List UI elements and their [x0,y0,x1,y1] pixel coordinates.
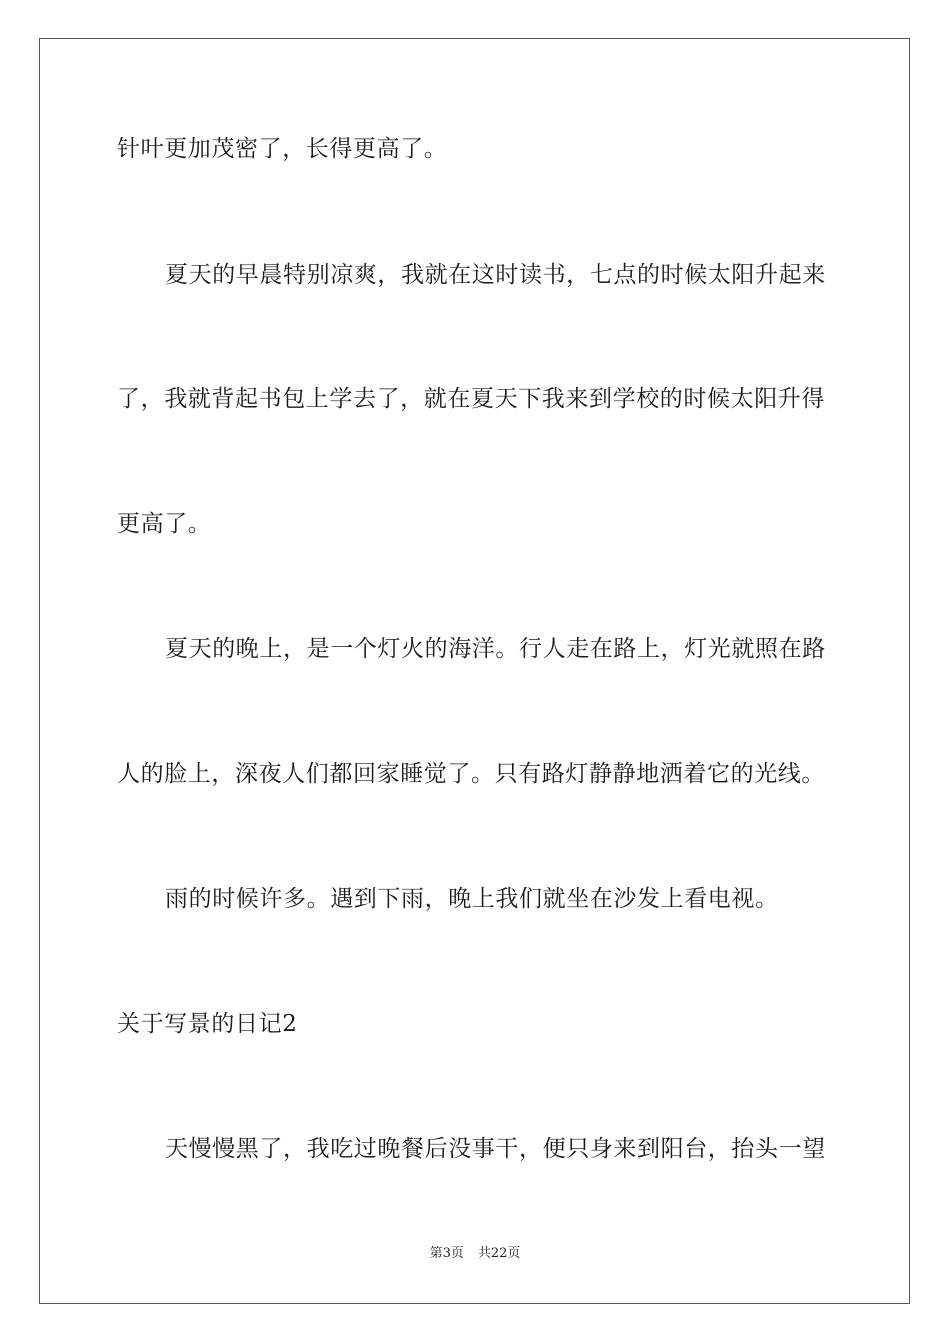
paragraph-line: 夏天的晚上，是一个灯火的海洋。行人走在路上，灯光就照在路 [165,636,826,662]
paragraph-line: 人的脸上，深夜人们都回家睡觉了。只有路灯静静地洒着它的光线。 [117,761,825,787]
total-pages: 共22页 [477,1246,521,1261]
page-border [39,38,910,1304]
paragraph-line: 了，我就背起书包上学去了，就在夏天下我来到学校的时候太阳升得 [117,386,825,412]
page-number: 第3页 [429,1246,464,1261]
paragraph-line: 夏天的早晨特别凉爽，我就在这时读书，七点的时候太阳升起来 [165,262,826,288]
page-footer [0,1245,950,1263]
paragraph-line: 雨的时候许多。遇到下雨，晚上我们就坐在沙发上看电视。 [165,886,779,912]
section-heading: 关于写景的日记2 [117,1011,298,1037]
paragraph-line: 更高了。 [117,511,212,537]
paragraph-line: 针叶更加茂密了，长得更高了。 [117,136,448,162]
paragraph-line: 天慢慢黑了，我吃过晚餐后没事干，便只身来到阳台，抬头一望 [165,1136,826,1162]
